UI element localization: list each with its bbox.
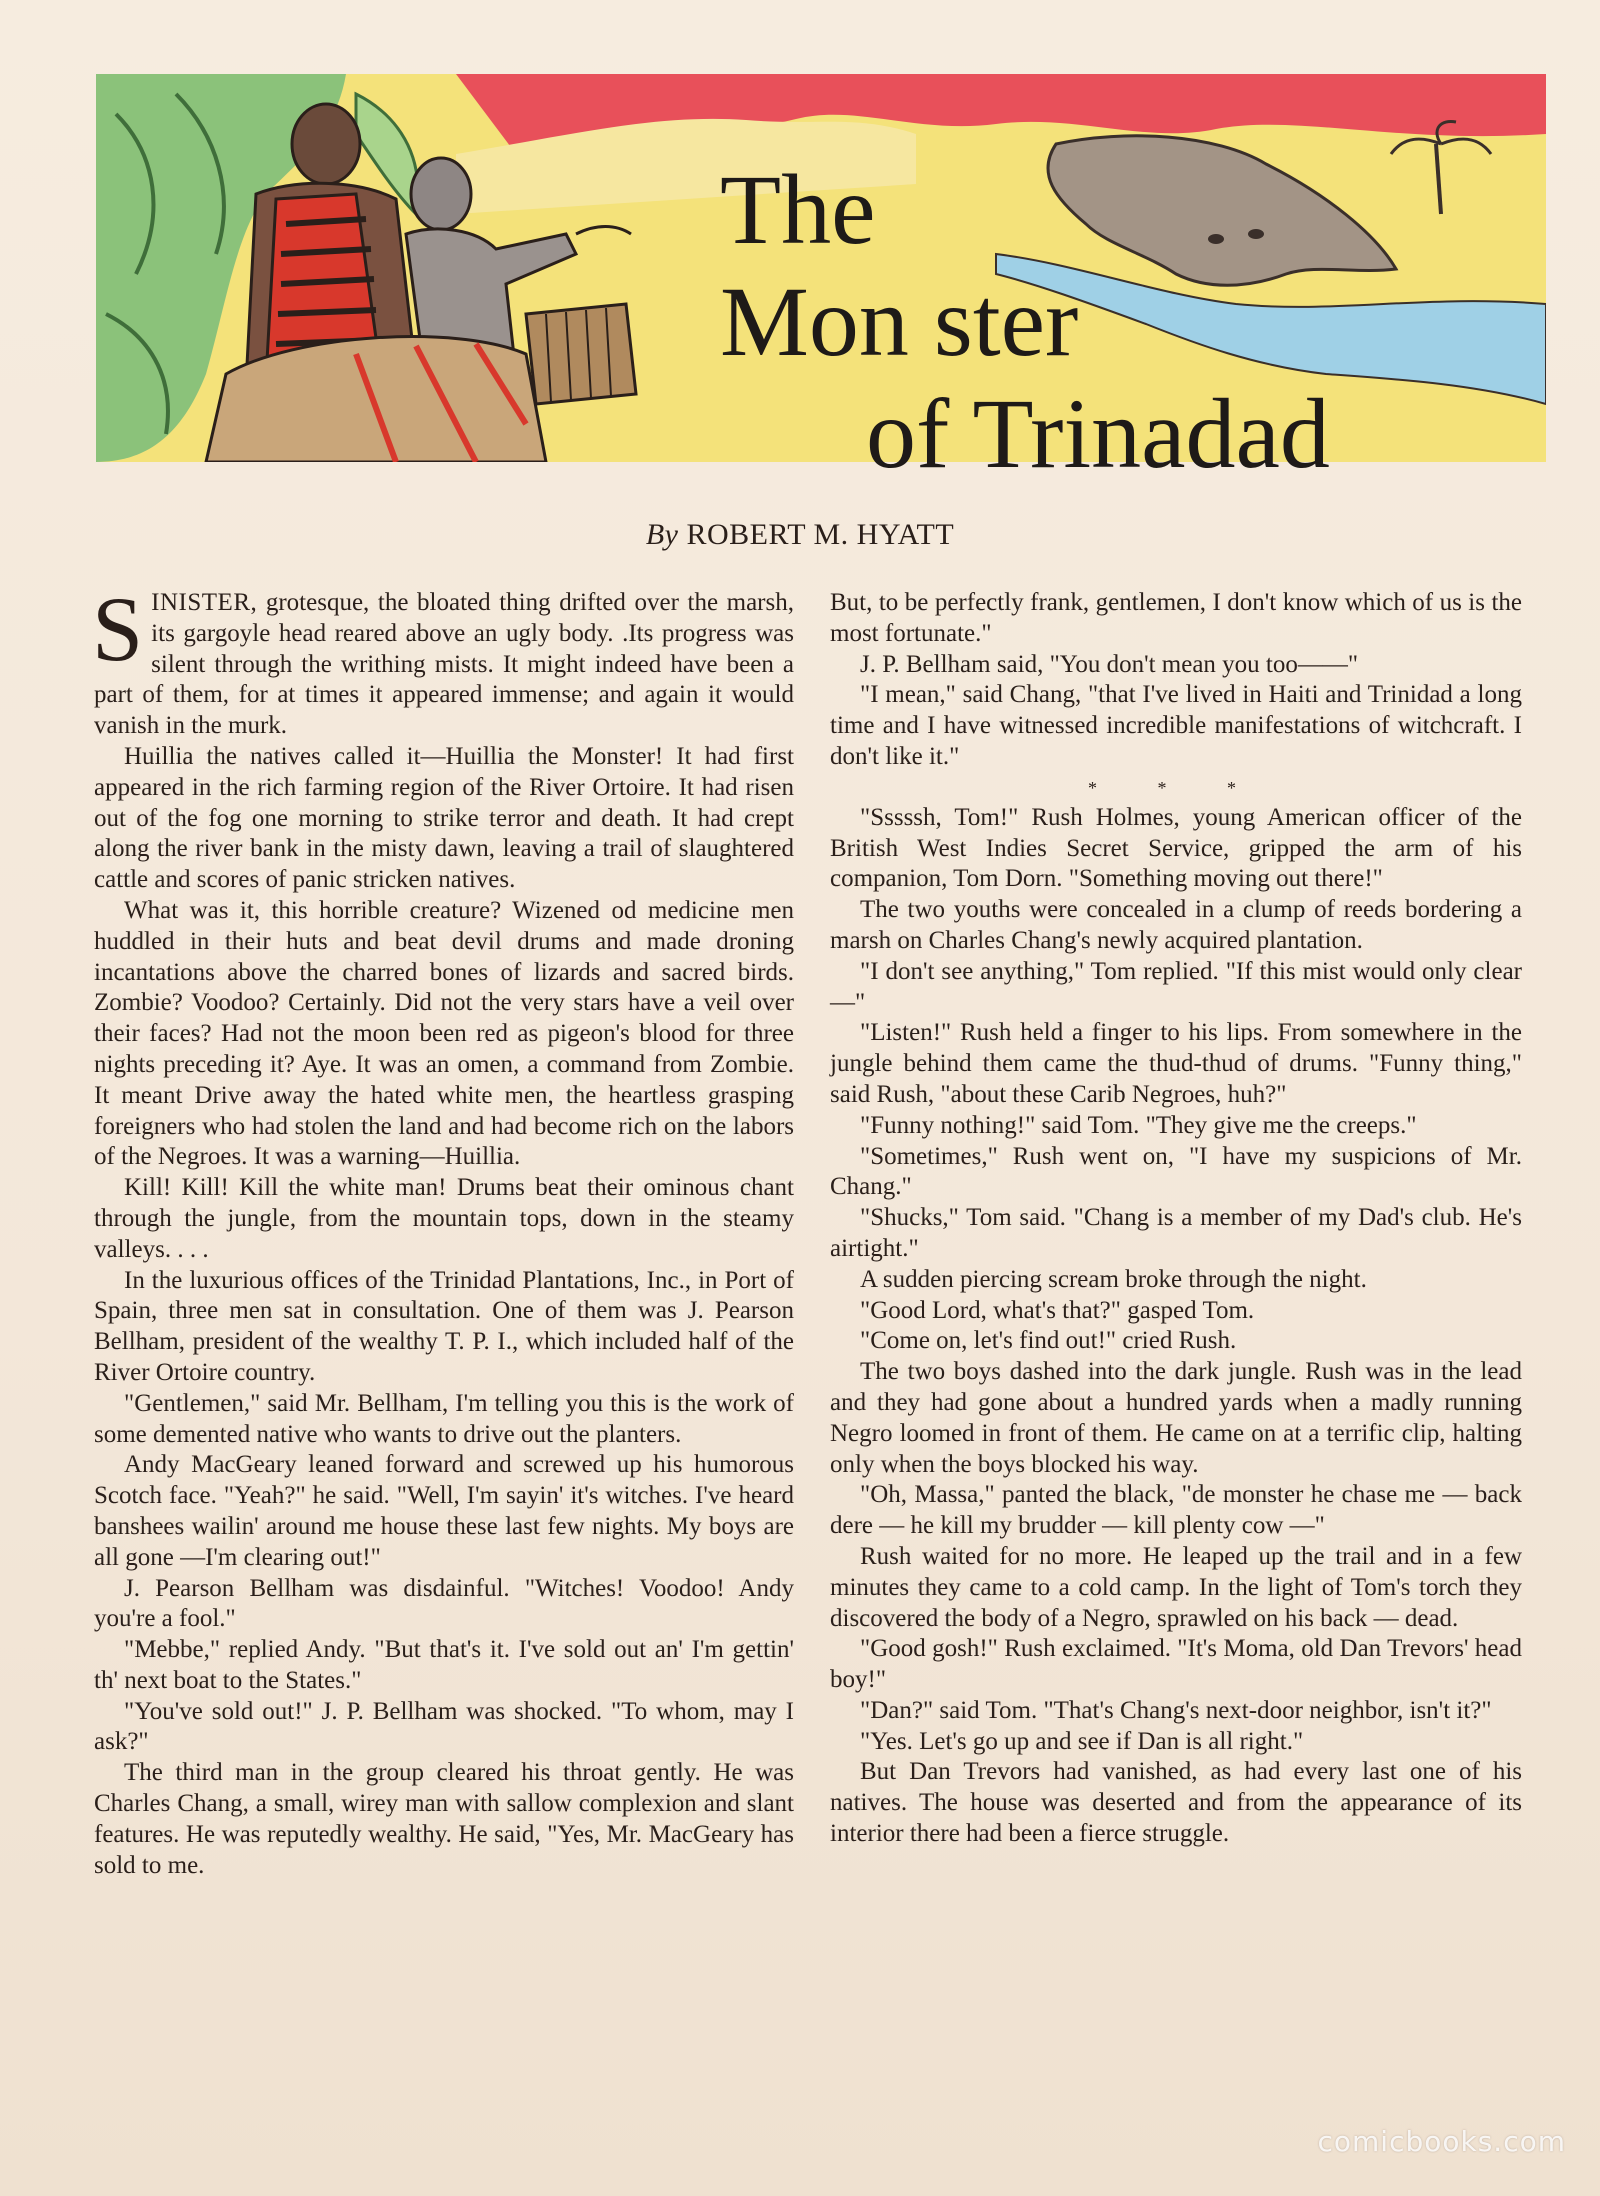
- paragraph: Rush waited for no more. He leaped up the trail and in a few minutes they came to a cold camp. In the light of Tom's torch they discovered the body of a Negro, sprawled on his back — dead.: [830, 1542, 1522, 1632]
- lead-word: INISTER,: [151, 589, 258, 616]
- paragraph: "Sssssh, Tom!" Rush Holmes, young American officer of the British West Indies Secret Service, gripped the arm of his companion, Tom Dorn. "Something moving out there!": [830, 803, 1522, 893]
- paragraph: J. P. Bellham said, "You don't mean you too——": [860, 650, 1359, 678]
- section-break-stars: * * *: [1088, 777, 1264, 798]
- paragraph: "Dan?" said Tom. "That's Chang's next-door neighbor, isn't it?": [860, 1696, 1492, 1724]
- paragraph: "I mean," said Chang, "that I've lived in Haiti and Trinidad a long time and I have witnessed incredible manifestations of witchcraft. I don't like it.": [830, 681, 1522, 770]
- paragraph: What was it, this horrible creature? Wizened od medicine men huddled in their huts and beat devil drums and made droning incantations above the charred bones of lizards and sacred birds. Zombie? Voodoo? Certainly. Did not the very stars have a veil over their faces? Had not the moon been red as pigeon's blood for three nights preceding it? Aye. It was an omen, a command from Zombie. It meant Drive away the hated white men, the heartless grasping foreigners who had stolen the land and had become rich on the labors of the Negroes. It was a warning—Huillia.: [94, 896, 794, 1171]
- paragraph-text: grotesque, the bloated thing drifted over the marsh, its gargoyle head reared above an ugly body. .Its progress was silent through the writhing mists. It might indeed have been a part of them, for at times it appeared immense; and again it would vanish in the murk.: [94, 589, 794, 740]
- paragraph: "Yes. Let's go up and see if Dan is all right.": [860, 1727, 1304, 1755]
- byline: [0, 518, 1600, 552]
- paragraph: [92, 578, 794, 742]
- right-text-column: [830, 588, 1522, 1850]
- left-text-column: [92, 578, 794, 1881]
- paragraph: "Good gosh!" Rush exclaimed. "It's Moma, old Dan Trevors' head boy!": [830, 1635, 1522, 1694]
- paragraph: "Listen!" Rush held a finger to his lips. From somewhere in the jungle behind them came the thud-thud of drums. "Funny thing," said Rush, "about these Carib Negroes, huh?": [830, 1019, 1522, 1108]
- drop-cap: S: [92, 578, 144, 680]
- paragraph: "Gentlemen," said Mr. Bellham, I'm telling you this is the work of some demented native who wants to drive out the planters.: [94, 1389, 794, 1448]
- paragraph: But Dan Trevors had vanished, as had every last one of his natives. The house was deserted and from the appearance of its interior there had been a fierce struggle.: [830, 1758, 1522, 1848]
- paragraph: Huillia the natives called it—Huillia the Monster! It had first appeared in the rich farming region of the River Ortoire. It had risen out of the fog one morning to strike terror and death. It had crept along the river bank in the misty dawn, leaving a trail of slaughtered cattle and scores of panic stricken natives.: [94, 742, 794, 894]
- paragraph: J. Pearson Bellham was disdainful. "Witches! Voodoo! Andy you're a fool.": [94, 1574, 794, 1633]
- story-title-line-2: Mon ster: [720, 266, 1079, 377]
- author-name: ROBERT M. HYATT: [686, 518, 955, 551]
- paragraph: Andy MacGeary leaned forward and screwed up his humorous Scotch face. "Yeah?" he said. "Well, I'm sayin' it's witches. I've heard banshees wailin' around me house these last few nights. My boys are all gone —I'm clearing out!": [94, 1451, 794, 1571]
- paragraph: A sudden piercing scream broke through the night.: [860, 1265, 1367, 1293]
- paragraph: "Sometimes," Rush went on, "I have my suspicions of Mr. Chang.": [830, 1142, 1522, 1201]
- paragraph: The two youths were concealed in a clump of reeds bordering a marsh on Charles Chang's newly acquired plantation.: [830, 896, 1522, 954]
- paragraph: "You've sold out!" J. P. Bellham was shocked. "To whom, may I ask?": [94, 1697, 794, 1756]
- story-title-line-3: of Trinadad: [866, 378, 1330, 489]
- paragraph: "Funny nothing!" said Tom. "They give me the creeps.": [860, 1111, 1417, 1139]
- site-watermark: comicbooks.com: [1317, 2125, 1566, 2158]
- paragraph: "Oh, Massa," panted the black, "de monster he chase me — back dere — he kill my brudder — kill plenty cow —": [830, 1481, 1522, 1540]
- paragraph: The third man in the group cleared his throat gently. He was Charles Chang, a small, wirey man with sallow complexion and slant features. He was reputedly wealthy. He said, "Yes, Mr. MacGeary has sold to me.: [94, 1759, 794, 1879]
- paragraph: "I don't see anything," Tom replied. "If this mist would only clear—": [830, 957, 1522, 1016]
- byline-prefix: By: [645, 518, 679, 551]
- paragraph: Kill! Kill! Kill the white man! Drums beat their ominous chant through the jungle, from the mountain tops, down in the steamy valleys. . . .: [94, 1174, 794, 1263]
- paragraph: "Shucks," Tom said. "Chang is a member of my Dad's club. He's airtight.": [830, 1204, 1522, 1262]
- paragraph: "Good Lord, what's that?" gasped Tom.: [860, 1296, 1255, 1324]
- paragraph: "Mebbe," replied Andy. "But that's it. I've sold out an' I'm gettin' th' next boat to the States.": [94, 1636, 794, 1694]
- paragraph: In the luxurious offices of the Trinidad Plantations, Inc., in Port of Spain, three men sat in consultation. One of them was J. Pearson Bellham, president of the wealthy T. P. I., which included half of the River Ortoire country.: [94, 1266, 794, 1386]
- paragraph: "Come on, let's find out!" cried Rush.: [860, 1327, 1237, 1355]
- paragraph: But, to be perfectly frank, gentlemen, I don't know which of us is the most fortunate.": [830, 589, 1522, 647]
- story-title-line-1: The: [720, 154, 876, 265]
- paragraph: The two boys dashed into the dark jungle. Rush was in the lead and they had gone about a hundred yards when a madly running Negro loomed in front of them. He came on at a terrific clip, halting only when the boys blocked his way.: [830, 1358, 1522, 1478]
